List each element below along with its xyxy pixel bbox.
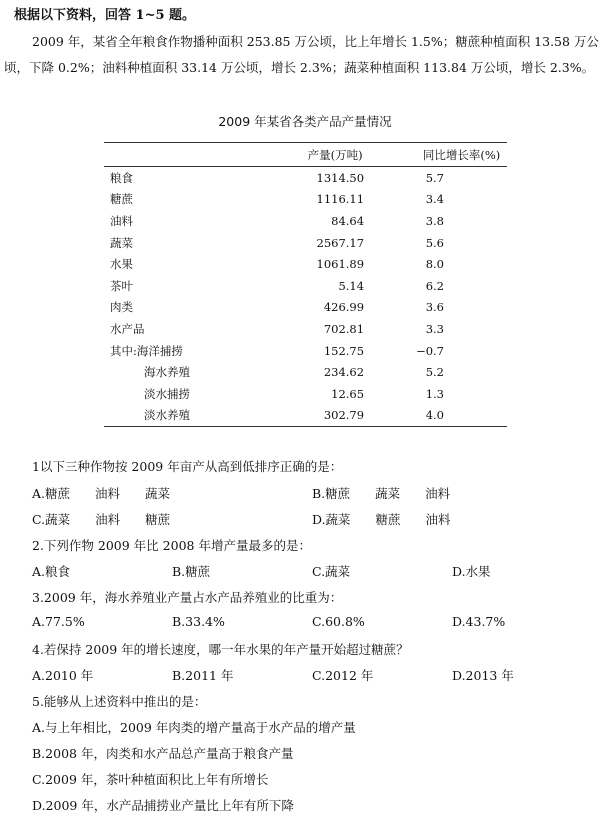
row-name: 水果 [110,257,133,272]
question-2-option-a[interactable]: A.粮食 [32,564,71,579]
question-3-option-a[interactable]: A.77.5% [32,614,85,629]
row-name: 淡水养殖 [104,405,254,427]
question-1-option-c[interactable]: C.蔬菜 油料 糖蔗 [32,512,171,527]
data-table [104,142,507,427]
row-rate: 3.3 [425,321,444,336]
row-name: 其中:海洋捕捞 [110,343,183,358]
question-1-option-d[interactable]: D.蔬菜 糖蔗 油料 [312,512,451,527]
row-output: 84.64 [331,213,365,228]
row-output: 426.99 [323,300,365,315]
question-5-option-d[interactable]: D.2009 年，水产品捕捞业产量比上年有所下降 [32,798,294,813]
row-output: 1061.89 [316,257,365,272]
table-row [104,275,507,297]
row-rate: 1.3 [425,386,444,401]
question-2-option-d[interactable]: D.水果 [452,564,491,579]
row-rate: 5.2 [425,365,444,380]
table-row [104,361,507,383]
table-row [104,405,507,427]
row-name: 水产品 [110,321,145,336]
question-2-stem: 2.下列作物 2009 年比 2008 年增产量最多的是： [32,538,311,553]
question-4-option-c[interactable]: C.2012 年 [312,668,374,683]
row-rate: 6.2 [425,278,444,293]
table-header-name [104,143,254,167]
question-3-option-d[interactable]: D.43.7% [452,614,506,629]
question-4-option-d[interactable]: D.2013 年 [452,668,514,683]
row-name: 粮食 [110,170,133,185]
table-row [104,253,507,275]
row-rate: 4.0 [416,405,507,427]
row-name: 海水养殖 [144,365,190,380]
row-rate: −0.7 [416,343,444,358]
table-row [104,189,507,211]
row-name: 茶叶 [110,278,133,293]
question-4-stem: 4.若保持 2009 年的增长速度，哪一年水果的年产量开始超过糖蔗？ [32,642,409,657]
row-name: 油料 [110,213,133,228]
question-2-option-c[interactable]: C.蔬菜 [312,564,351,579]
row-rate: 5.6 [425,235,444,250]
table-row [104,210,507,232]
table-header-rate: 同比增长率(%) [416,143,507,167]
row-output: 1116.11 [316,192,365,207]
table-row [104,167,507,189]
table-row [104,318,507,340]
table-row [104,232,507,254]
question-1-option-a[interactable]: A.糖蔗 油料 蔬菜 [32,486,171,501]
row-rate: 3.4 [425,192,444,207]
row-rate: 8.0 [425,257,444,272]
row-name: 糖蔗 [110,192,133,207]
heading: 根据以下资料，回答 1~5 题。 [14,8,196,23]
row-rate: 3.6 [425,300,444,315]
row-output: 12.65 [331,386,365,401]
row-rate: 3.8 [425,213,444,228]
question-2-option-b[interactable]: B.糖蔗 [172,564,211,579]
question-4-option-b[interactable]: B.2011 年 [172,668,234,683]
row-output: 702.81 [323,321,365,336]
question-5-option-a[interactable]: A.与上年相比，2009 年肉类的增产量高于水产品的增产量 [32,720,356,735]
table-row [104,383,507,405]
question-3-option-b[interactable]: B.33.4% [172,614,225,629]
question-1-stem: 1以下三种作物按 2009 年亩产从高到低排序正确的是： [32,459,343,474]
row-output: 302.79 [254,405,416,427]
row-output: 234.62 [323,365,365,380]
table-row [104,340,507,362]
question-5-stem: 5.能够从上述资料中推出的是： [32,694,207,709]
intro-paragraph: 2009 年，某省全年粮食作物播种面积 253.85 万公顷，比上年增长 1.5%；糖蔗种植面积 13.58 万公顷，下降 0.2%；油料种植面积 33.14 万公顷，增长 2.3%；蔬菜种植面积 113.84 万公顷，增长 2.3%。 [4,34,599,75]
question-1-option-b[interactable]: B.糖蔗 蔬菜 油料 [312,486,451,501]
question-5-option-b[interactable]: B.2008 年，肉类和水产品总产量高于粮食产量 [32,746,294,761]
row-output: 1314.50 [316,170,365,185]
row-name: 肉类 [110,300,133,315]
row-name: 蔬菜 [110,235,133,250]
table-header-row [104,143,507,167]
row-output: 2567.17 [316,235,365,250]
question-3-option-c[interactable]: C.60.8% [312,614,365,629]
question-4-option-a[interactable]: A.2010 年 [32,668,94,683]
row-output: 5.14 [338,278,365,293]
question-5-option-c[interactable]: C.2009 年，茶叶种植面积比上年有所增长 [32,772,269,787]
table-title: 2009 年某省各类产品产量情况 [218,114,392,129]
question-3-stem: 3.2009 年，海水养殖业产量占水产品养殖业的比重为： [32,590,343,605]
table-row [104,297,507,319]
row-name: 淡水捕捞 [144,386,190,401]
row-rate: 5.7 [425,170,444,185]
row-output: 152.75 [323,343,365,358]
table-header-output: 产量(万吨) [254,143,416,167]
